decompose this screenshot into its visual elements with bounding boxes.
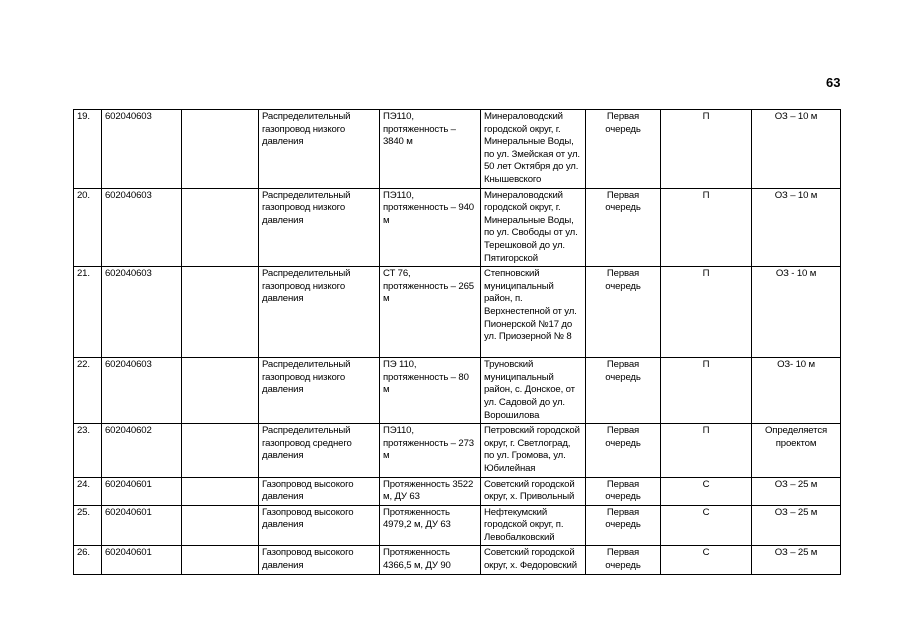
object-code: 602040601 bbox=[102, 477, 182, 505]
table-row bbox=[74, 267, 841, 358]
implementation-stage: Первая очередь bbox=[586, 188, 661, 267]
object-code: 602040603 bbox=[102, 358, 182, 424]
implementation-stage: Первая очередь bbox=[586, 505, 661, 546]
object-code: 602040603 bbox=[102, 110, 182, 189]
significance-category: П bbox=[661, 358, 752, 424]
significance-category: П bbox=[661, 267, 752, 358]
protection-zone: ОЗ – 25 м bbox=[752, 505, 841, 546]
object-location: Нефтекумский городской округ, п. Левобалковский bbox=[481, 505, 586, 546]
object-name: Распределительный газопровод низкого давления bbox=[259, 267, 380, 358]
object-name: Распределительный газопровод низкого давления bbox=[259, 188, 380, 267]
implementation-stage: Первая очередь bbox=[586, 110, 661, 189]
object-location: Петровский городской округ, г. Светлоград, по ул. Громова, ул. Юбилейная bbox=[481, 424, 586, 477]
table-row bbox=[74, 358, 841, 424]
object-code: 602040602 bbox=[102, 424, 182, 477]
table-row bbox=[74, 424, 841, 477]
table-row bbox=[74, 110, 841, 189]
empty-cell bbox=[182, 358, 259, 424]
object-parameters: ПЭ110, протяженность – 3840 м bbox=[380, 110, 481, 189]
object-location: Минераловодский городской округ, г. Минеральные Воды, по ул. Змейская от ул. 50 лет Октября до ул. Кнышевского bbox=[481, 110, 586, 189]
object-name: Распределительный газопровод среднего давления bbox=[259, 424, 380, 477]
row-number: 21. bbox=[74, 267, 102, 358]
significance-category: С bbox=[661, 546, 752, 574]
object-parameters: ПЭ 110, протяженность – 80 м bbox=[380, 358, 481, 424]
significance-category: П bbox=[661, 424, 752, 477]
object-name: Распределительный газопровод низкого давления bbox=[259, 110, 380, 189]
object-parameters: СТ 76, протяженность – 265 м bbox=[380, 267, 481, 358]
empty-cell bbox=[182, 546, 259, 574]
object-parameters: ПЭ110, протяженность – 940 м bbox=[380, 188, 481, 267]
object-code: 602040603 bbox=[102, 267, 182, 358]
object-location: Труновский муниципальный район, с. Донское, от ул. Садовой до ул. Ворошилова bbox=[481, 358, 586, 424]
empty-cell bbox=[182, 505, 259, 546]
table-row bbox=[74, 546, 841, 574]
table-row bbox=[74, 505, 841, 546]
object-parameters: Протяженность 3522 м, ДУ 63 bbox=[380, 477, 481, 505]
object-code: 602040601 bbox=[102, 505, 182, 546]
implementation-stage: Первая очередь bbox=[586, 477, 661, 505]
row-number: 22. bbox=[74, 358, 102, 424]
object-location: Советский городской округ, х. Федоровский bbox=[481, 546, 586, 574]
empty-cell bbox=[182, 267, 259, 358]
object-code: 602040601 bbox=[102, 546, 182, 574]
implementation-stage: Первая очередь bbox=[586, 546, 661, 574]
significance-category: С bbox=[661, 505, 752, 546]
object-location: Минераловодский городской округ, г. Минеральные Воды, по ул. Свободы от ул. Терешковой до ул. Пятигорской bbox=[481, 188, 586, 267]
object-parameters: Протяженность 4979,2 м, ДУ 63 bbox=[380, 505, 481, 546]
protection-zone: Определяется проектом bbox=[752, 424, 841, 477]
table-row bbox=[74, 477, 841, 505]
object-name: Газопровод высокого давления bbox=[259, 505, 380, 546]
row-number: 20. bbox=[74, 188, 102, 267]
empty-cell bbox=[182, 188, 259, 267]
row-number: 19. bbox=[74, 110, 102, 189]
object-name: Газопровод высокого давления bbox=[259, 477, 380, 505]
implementation-stage: Первая очередь bbox=[586, 424, 661, 477]
protection-zone: ОЗ – 10 м bbox=[752, 110, 841, 189]
object-name: Газопровод высокого давления bbox=[259, 546, 380, 574]
empty-cell bbox=[182, 424, 259, 477]
protection-zone: ОЗ - 10 м bbox=[752, 267, 841, 358]
empty-cell bbox=[182, 477, 259, 505]
row-number: 26. bbox=[74, 546, 102, 574]
protection-zone: ОЗ – 25 м bbox=[752, 546, 841, 574]
significance-category: П bbox=[661, 110, 752, 189]
object-location: Степновский муниципальный район, п. Верхнестепной от ул. Пионерской №17 до ул. Приозерной № 8 bbox=[481, 267, 586, 358]
implementation-stage: Первая очередь bbox=[586, 358, 661, 424]
object-code: 602040603 bbox=[102, 188, 182, 267]
empty-cell bbox=[182, 110, 259, 189]
table-body bbox=[74, 110, 841, 575]
table-row bbox=[74, 188, 841, 267]
significance-category: П bbox=[661, 188, 752, 267]
implementation-stage: Первая очередь bbox=[586, 267, 661, 358]
row-number: 25. bbox=[74, 505, 102, 546]
object-name: Распределительный газопровод низкого давления bbox=[259, 358, 380, 424]
protection-zone: ОЗ – 25 м bbox=[752, 477, 841, 505]
row-number: 24. bbox=[74, 477, 102, 505]
gas-pipeline-table bbox=[73, 109, 841, 575]
significance-category: С bbox=[661, 477, 752, 505]
protection-zone: ОЗ – 10 м bbox=[752, 188, 841, 267]
row-number: 23. bbox=[74, 424, 102, 477]
page-number: 63 bbox=[826, 75, 841, 90]
object-parameters: ПЭ110, протяженность – 273 м bbox=[380, 424, 481, 477]
object-parameters: Протяженность 4366,5 м, ДУ 90 bbox=[380, 546, 481, 574]
object-location: Советский городской округ, х. Привольный bbox=[481, 477, 586, 505]
protection-zone: ОЗ- 10 м bbox=[752, 358, 841, 424]
